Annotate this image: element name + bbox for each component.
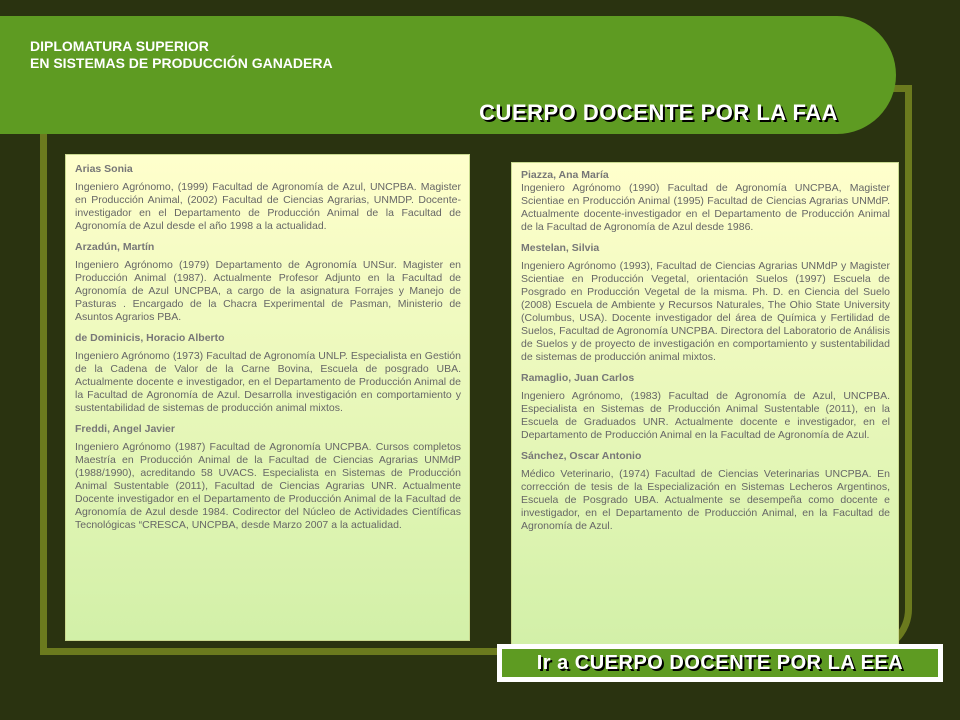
faculty-bio: Ingeniero Agrónomo (1993), Facultad de Ciencias Agrarias UNMdP y Magister Scientiae en Producción Vegetal, orientación Suelos (1997) Escuela de Posgrado en Producción Vegetal de la misma. Ph. D. en Ciencia del Suelo (2008) Escuela de Ambiente y Recursos Naturales, The Ohio State University (Columbus, USA). Docente investigador del área de Química y Fertilidad de Suelos, Facultad de Agronomía UNCPBA. Directora del Laboratorio de Análisis de Suelos y de proyecto de investigación en comportamiento y sustentabilidad de sistemas de producción animal mixtos. <box>521 260 890 363</box>
faculty-entry <box>521 169 890 234</box>
faculty-entry <box>521 450 890 533</box>
faculty-bio: Médico Veterinario, (1974) Facultad de Ciencias Veterinarias UNCPBA. En corrección de tesis de la Especialización en Sistemas Lecheros Argentinos, Escuela de Posgrado UBA. Actualmente se desempeña como docente e investigador, en el Departamento de Producción Animal, en la Facultad de Agronomía de Azul. <box>521 468 890 532</box>
faculty-panel-left <box>65 154 470 641</box>
faculty-bio: Ingeniero Agrónomo (1990) Facultad de Agronomía UNCPBA, Magister Scientiae en Producción Animal (1995) Facultad de Ciencias Agrarias UNMdP. Actualmente docente-investigador en el Departamento de Producción Animal de la Facultad de Agronomía de Azul desde 1986. <box>521 182 890 233</box>
faculty-name: Piazza, Ana María <box>521 169 609 181</box>
faculty-name: Sánchez, Oscar Antonio <box>521 450 642 462</box>
go-to-eea-faculty-button[interactable]: Ir a CUERPO DOCENTE POR LA EEA <box>497 644 943 682</box>
faculty-name: Freddi, Angel Javier <box>75 423 175 435</box>
faculty-entry <box>521 372 890 442</box>
faculty-bio: Ingeniero Agrónomo (1973) Facultad de Agronomía UNLP. Especialista en Gestión de la Cadena de Valor de la Carne Bovina, Escuela de posgrado UBA. Actualmente docente e investigador, en el Departamento de Producción Animal de la Facultad de Agronomía de Azul. Desarrolla investigación en comportamiento y sustentabilidad de sistemas de producción animal mixtos. <box>75 350 461 414</box>
faculty-entry <box>75 423 461 532</box>
page-title: CUERPO DOCENTE POR LA FAA <box>479 100 838 125</box>
faculty-name: Arias Sonia <box>75 163 133 175</box>
faculty-entry <box>75 241 461 324</box>
faculty-name: Arzadún, Martín <box>75 241 155 253</box>
program-name <box>30 38 333 72</box>
program-line-2: EN SISTEMAS DE PRODUCCIÓN GANADERA <box>30 55 333 71</box>
faculty-name: Ramaglio, Juan Carlos <box>521 372 635 384</box>
program-line-1: DIPLOMATURA SUPERIOR <box>30 38 209 54</box>
faculty-name: de Dominicis, Horacio Alberto <box>75 332 225 344</box>
faculty-entry <box>521 242 890 364</box>
faculty-panel-right <box>511 162 899 648</box>
faculty-bio: Ingeniero Agrónomo (1987) Facultad de Agronomía UNCPBA. Cursos completos Maestría en Producción Animal de la Facultad de Ciencias Agrarias UNMdP (1988/1990), acreditando 58 UVACS. Especialista en Sistemas de Producción Animal Sustentable (2011), Facultad de Ciencias Agrarias UNR. Actualmente Docente investigador en el Departamento de Producción Animal de la Facultad de Agronomía de Azul desde 1984. Codirector del Núcleo de Actividades Científicas Tecnológicas “CRESCA, UNCPBA, desde Marzo 2007 a la actualidad. <box>75 441 461 531</box>
faculty-bio: Ingeniero Agrónomo (1979) Departamento de Agronomía UNSur. Magister en Producción Animal (1987). Actualmente Profesor Adjunto en la Facultad de Agronomía de Azul UNCPBA, a cargo de la asignatura Forrajes y Manejo de Pasturas . Encargado de la Chacra Experimental de Pasman, Ministerio de Asuntos Agrarios PBA. <box>75 259 461 323</box>
faculty-name: Mestelan, Silvia <box>521 242 600 254</box>
faculty-entry <box>75 332 461 415</box>
faculty-entry <box>75 163 461 233</box>
faculty-bio: Ingeniero Agrónomo, (1983) Facultad de Agronomía de Azul, UNCPBA. Especialista en Sistemas de Producción Animal Sustentable (2011), en la Escuela de Graduados UNR. Actualmente docente e investigador, en el Departamento de Producción Animal en la Facultad de Agronomía de Azul. <box>521 390 890 441</box>
header-banner <box>0 16 896 134</box>
faculty-bio: Ingeniero Agrónomo, (1999) Facultad de Agronomía de Azul, UNCPBA. Magister en Producción Animal, (2002) Facultad de Ciencias Agrarias, UNMDP. Docente-investigador en el Departamento de Producción Animal de la Facultad de Agronomía de Azul desde el año 1998 a la actualidad. <box>75 181 461 232</box>
